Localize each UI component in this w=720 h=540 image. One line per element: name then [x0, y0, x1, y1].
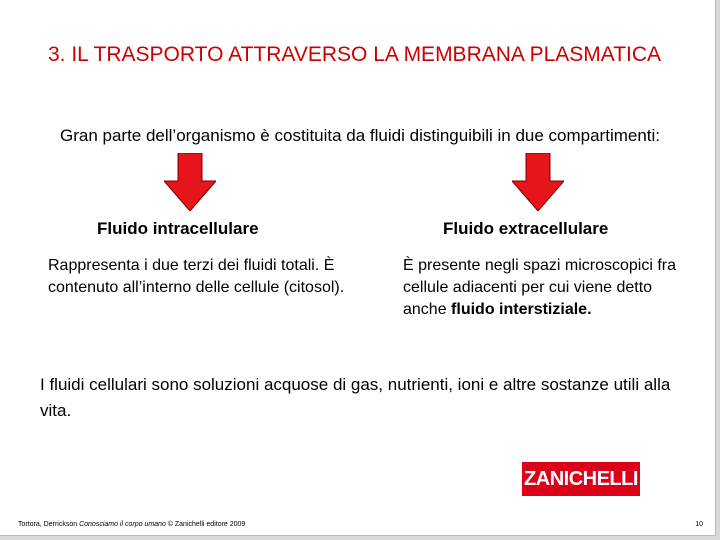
intracellular-heading: Fluido intracellulare [97, 219, 259, 238]
zanichelli-logo: ZANICHELLI [522, 462, 640, 496]
down-arrow-icon [512, 153, 564, 211]
down-arrow-icon [164, 153, 216, 211]
footer-publisher: © Zanichelli editore 2009 [165, 521, 246, 528]
summary-text: I fluidi cellulari sono soluzioni acquose di gas, nutrienti, ioni e altre sostanze utili alla vita. [40, 375, 671, 420]
slide-title: 3. IL TRASPORTO ATTRAVERSO LA MEMBRANA PLASMATICA [48, 43, 662, 66]
extracellular-description [403, 255, 693, 321]
page-number: 10 [695, 521, 703, 528]
intracellular-description: Rappresenta i due terzi dei fluidi totali. È contenuto all’interno delle cellule (citosol). [48, 257, 345, 296]
interstitial-term: fluido interstiziale. [451, 301, 592, 318]
footer-book-title: Conosciamo il corpo umano [79, 521, 166, 528]
footer-credit [18, 520, 245, 530]
extracellular-heading: Fluido extracellulare [443, 219, 609, 238]
extracellular-description-text: È presente negli spazi microscopici fra cellule adiacenti per cui viene detto anche [403, 257, 677, 318]
footer-authors: Tortora, Derrickson [18, 521, 80, 528]
intro-text: Gran parte dell’organismo è costituita da fluidi distinguibili in due compartimenti: [59, 126, 661, 145]
